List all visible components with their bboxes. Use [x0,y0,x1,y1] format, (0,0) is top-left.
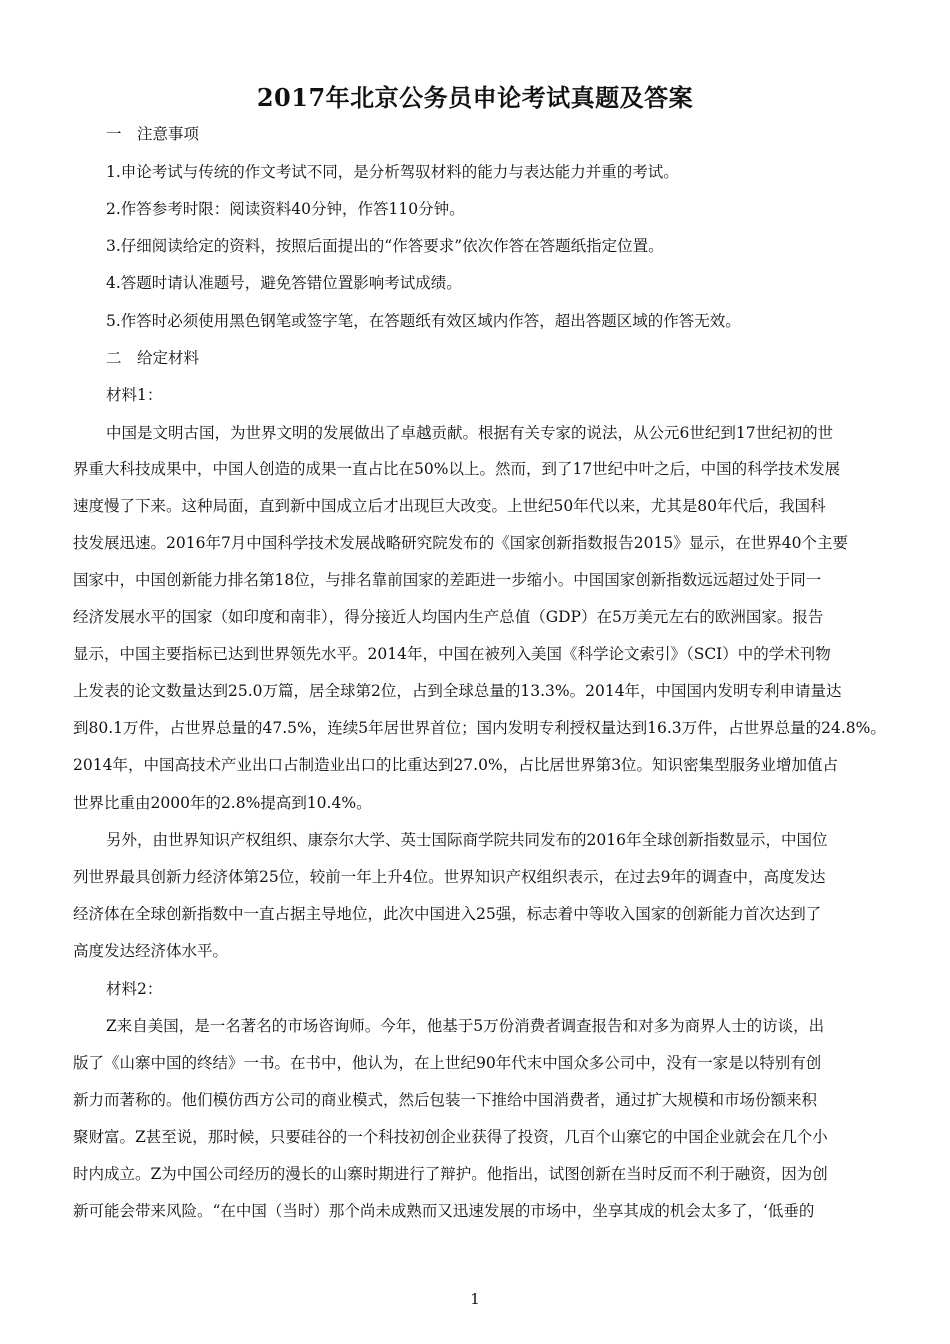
note-item: 5.作答时必须使用黑色钢笔或签字笔，在答题纸有效区域内作答，超出答题区域的作答无效。 [106,312,741,330]
material-1-label: 材料1： [106,386,163,404]
material-1-paragraph-1-line: 2014年，中国高技术产业出口占制造业出口的比重达到27.0%，占比居世界第3位。知识密集型服务业增加值占 [73,756,839,774]
section-heading-materials: 二 给定材料 [106,349,200,367]
material-1-paragraph-1-line: 中国是文明古国，为世界文明的发展做出了卓越贡献。根据有关专家的说法，从公元6世纪到17世纪初的世 [106,424,834,442]
material-2-paragraph-1-line: 新可能会带来风险。“在中国（当时）那个尚未成熟而又迅速发展的市场中，坐享其成的机会太多了，‘低垂的 [73,1202,815,1220]
material-1-paragraph-2-line: 高度发达经济体水平。 [73,942,229,960]
material-1-paragraph-1-line: 世界比重由2000年的2.8%提高到10.4%。 [73,794,372,812]
section-heading-notes: 一 注意事项 [106,125,200,143]
note-item: 2.作答参考时限：阅读资料40分钟，作答110分钟。 [106,200,465,218]
material-1-paragraph-2-line: 另外，由世界知识产权组织、康奈尔大学、英士国际商学院共同发布的2016年全球创新指数显示，中国位 [106,831,828,849]
page-number: 1 [470,1290,480,1308]
material-2-paragraph-1-line: 时内成立。Z为中国公司经历的漫长的山寨时期进行了辩护。他指出，试图创新在当时反而不利于融资，因为创 [73,1165,828,1183]
material-1-paragraph-2-line: 列世界最具创新力经济体第25位，较前一年上升4位。世界知识产权组织表示，在过去9年的调查中，高度发达 [73,868,826,886]
note-item: 4.答题时请认准题号，避免答错位置影响考试成绩。 [106,274,462,292]
material-1-paragraph-1-line: 技发展迅速。2016年7月中国科学技术发展战略研究院发布的《国家创新指数报告2015》显示，在世界40个主要 [73,534,848,552]
material-2-label: 材料2： [106,980,163,998]
material-2-paragraph-1-line: 版了《山寨中国的终结》一书。在书中，他认为，在上世纪90年代末中国众多公司中，没有一家是以特别有创 [73,1054,822,1072]
material-1-paragraph-1-line: 上发表的论文数量达到25.0万篇，居全球第2位，占到全球总量的13.3%。2014年，中国国内发明专利申请量达 [73,682,842,700]
material-1-paragraph-1-line: 界重大科技成果中，中国人创造的成果一直占比在50%以上。然而，到了17世纪中叶之后，中国的科学技术发展 [73,460,841,478]
note-item: 3.仔细阅读给定的资料，按照后面提出的“作答要求”依次作答在答题纸指定位置。 [106,237,664,255]
material-1-paragraph-1-line: 显示，中国主要指标已达到世界领先水平。2014年，中国在被列入美国《科学论文索引》（SCI）中的学术刊物 [73,645,831,663]
material-1-paragraph-2-line: 经济体在全球创新指数中一直占据主导地位，此次中国进入25强，标志着中等收入国家的创新能力首次达到了 [73,905,822,923]
document-title: 2017年北京公务员申论考试真题及答案 [256,83,694,112]
material-1-paragraph-1-line: 国家中，中国创新能力排名第18位，与排名靠前国家的差距进一步缩小。中国国家创新指数远远超过处于同一 [73,571,822,589]
material-2-paragraph-1-line: 聚财富。Z甚至说，那时候，只要硅谷的一个科技初创企业获得了投资，几百个山寨它的中国企业就会在几个小 [73,1128,828,1146]
material-1-paragraph-1-line: 经济发展水平的国家（如印度和南非），得分接近人均国内生产总值（GDP）在5万美元左右的欧洲国家。报告 [73,608,824,626]
material-2-paragraph-1-line: Z来自美国，是一名著名的市场咨询师。今年，他基于5万份消费者调查报告和对多为商界人士的访谈，出 [106,1017,825,1035]
note-item: 1.申论考试与传统的作文考试不同，是分析驾驭材料的能力与表达能力并重的考试。 [106,163,679,181]
material-1-paragraph-1-line: 到80.1万件，占世界总量的47.5%，连续5年居世界首位；国内发明专利授权量达到16.3万件，占世界总量的24.8%。 [73,719,886,737]
material-1-paragraph-1-line: 速度慢了下来。这种局面，直到新中国成立后才出现巨大改变。上世纪50年代以来，尤其是80年代后，我国科 [73,497,826,515]
material-2-paragraph-1-line: 新力而著称的。他们模仿西方公司的商业模式，然后包装一下推给中国消费者，通过扩大规模和市场份额来积 [73,1091,818,1109]
